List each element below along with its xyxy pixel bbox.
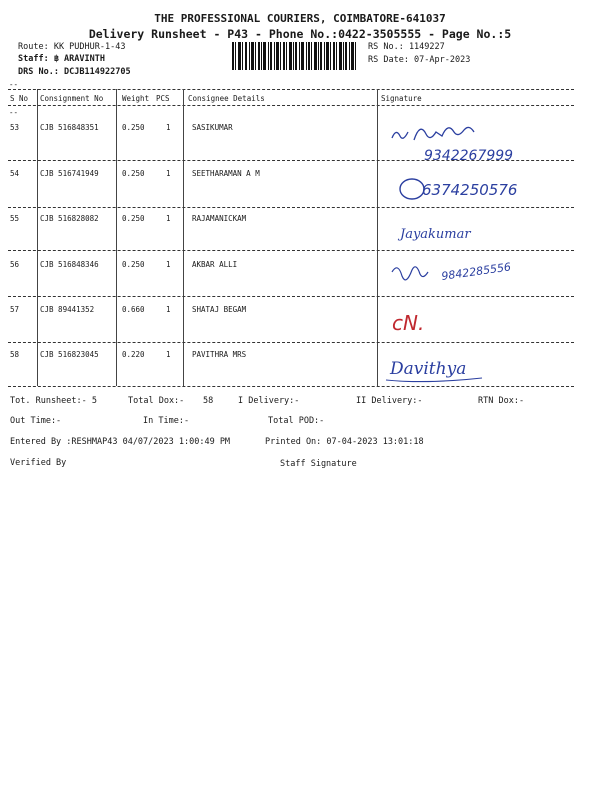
signature-name-58: Davithya bbox=[390, 359, 467, 379]
row-marker-top: -- bbox=[9, 80, 19, 89]
row-pcs: 1 bbox=[166, 169, 171, 178]
row-consignment: CJB 89441352 bbox=[40, 305, 95, 314]
tot-runsheet: Tot. Runsheet:- 5 bbox=[10, 396, 97, 406]
row-sno: 53 bbox=[10, 123, 20, 132]
table-bottom-rule bbox=[8, 386, 574, 387]
col-header-pcs: PCS bbox=[156, 94, 170, 103]
rs-number: RS No.: 1149227 bbox=[368, 42, 445, 52]
drs-number: DRS No.: DCJB114922705 bbox=[18, 67, 131, 77]
row-sno: 56 bbox=[10, 260, 20, 269]
row-consignee: SHATAJ BEGAM bbox=[192, 305, 247, 314]
staff-signature: Staff Signature bbox=[280, 459, 357, 469]
in-time: In Time:- bbox=[143, 416, 190, 426]
i-delivery: I Delivery:- bbox=[238, 396, 300, 406]
staff-label: Staff: ฿ ARAVINTH bbox=[18, 54, 105, 64]
row-weight: 0.250 bbox=[122, 214, 145, 223]
company-title: THE PROFESSIONAL COURIERS, COIMBATORE-641037 bbox=[154, 12, 446, 25]
row-sno: 54 bbox=[10, 169, 20, 178]
runsheet-title: Delivery Runsheet - P43 - Phone No.:0422-3505555 - Page No.:5 bbox=[88, 27, 512, 41]
signature-row-53 bbox=[384, 114, 574, 164]
row-consignment: CJB 516823045 bbox=[40, 350, 99, 359]
row-separator bbox=[8, 296, 574, 297]
signature-mark-57: cN. bbox=[392, 311, 425, 335]
total-dox-value: 58 bbox=[203, 396, 214, 406]
verified-by: Verified By bbox=[10, 458, 67, 468]
row-pcs: 1 bbox=[166, 305, 171, 314]
row-pcs: 1 bbox=[166, 350, 171, 359]
signature-row-55 bbox=[396, 212, 556, 248]
row-weight: 0.220 bbox=[122, 350, 145, 359]
total-dox-label: Total Dox:- bbox=[128, 396, 185, 406]
row-separator bbox=[8, 342, 574, 343]
row-pcs: 1 bbox=[166, 260, 171, 269]
row-pcs: 1 bbox=[166, 123, 171, 132]
row-sno: 58 bbox=[10, 350, 20, 359]
route-label: Route: KK PUDHUR-1-43 bbox=[18, 42, 126, 52]
header-bottom-rule bbox=[8, 105, 574, 106]
entered-by: Entered By :RESHMAP43 04/07/2023 1:00:49 PM bbox=[10, 437, 231, 447]
row-consignee: SASIKUMAR bbox=[192, 123, 233, 132]
col-header-consignment: Consignment No bbox=[40, 94, 104, 103]
col-header-weight: Weight bbox=[122, 94, 150, 103]
barcode-image bbox=[232, 42, 356, 70]
row-consignee: AKBAR ALLI bbox=[192, 260, 238, 269]
row-consignment: CJB 516848351 bbox=[40, 123, 99, 132]
rs-date: RS Date: 07-Apr-2023 bbox=[368, 55, 471, 65]
signature-row-56 bbox=[386, 254, 566, 294]
row-separator bbox=[8, 250, 574, 251]
row-consignee: SEETHARAMAN A M bbox=[192, 169, 260, 178]
row-consignment: CJB 516848346 bbox=[40, 260, 99, 269]
row-weight: 0.250 bbox=[122, 260, 145, 269]
signature-phone-54: 6374250576 bbox=[422, 181, 518, 199]
row-pcs: 1 bbox=[166, 214, 171, 223]
total-pod: Total POD:- bbox=[268, 416, 325, 426]
row-consignee: PAVITHRA MRS bbox=[192, 350, 247, 359]
row-weight: 0.660 bbox=[122, 305, 145, 314]
printed-on: Printed On: 07-04-2023 13:01:18 bbox=[265, 437, 424, 447]
signature-row-58 bbox=[384, 346, 504, 386]
col-header-consignee: Consignee Details bbox=[188, 94, 265, 103]
row-separator bbox=[8, 207, 574, 208]
col-header-sno: S No bbox=[10, 94, 29, 103]
row-sno: 55 bbox=[10, 214, 20, 223]
signature-row-57 bbox=[388, 300, 468, 338]
row-consignment: CJB 516741949 bbox=[40, 169, 99, 178]
col-header-signature: Signature bbox=[381, 94, 422, 103]
signature-name-55: Jayakumar bbox=[400, 227, 471, 242]
signature-phone-56: 9842285556 bbox=[440, 260, 512, 283]
row-weight: 0.250 bbox=[122, 169, 145, 178]
out-time: Out Time:- bbox=[10, 416, 62, 426]
table-top-rule bbox=[8, 89, 574, 90]
row-weight: 0.250 bbox=[122, 123, 145, 132]
ii-delivery: II Delivery:- bbox=[356, 396, 423, 406]
row-marker-mid: -- bbox=[9, 108, 19, 117]
rtn-dox: RTN Dox:- bbox=[478, 396, 525, 406]
row-sno: 57 bbox=[10, 305, 20, 314]
signature-phone-53: 9342267999 bbox=[424, 148, 514, 164]
row-consignment: CJB 516828082 bbox=[40, 214, 99, 223]
row-consignee: RAJAMANICKAM bbox=[192, 214, 247, 223]
signature-row-54 bbox=[394, 165, 574, 205]
